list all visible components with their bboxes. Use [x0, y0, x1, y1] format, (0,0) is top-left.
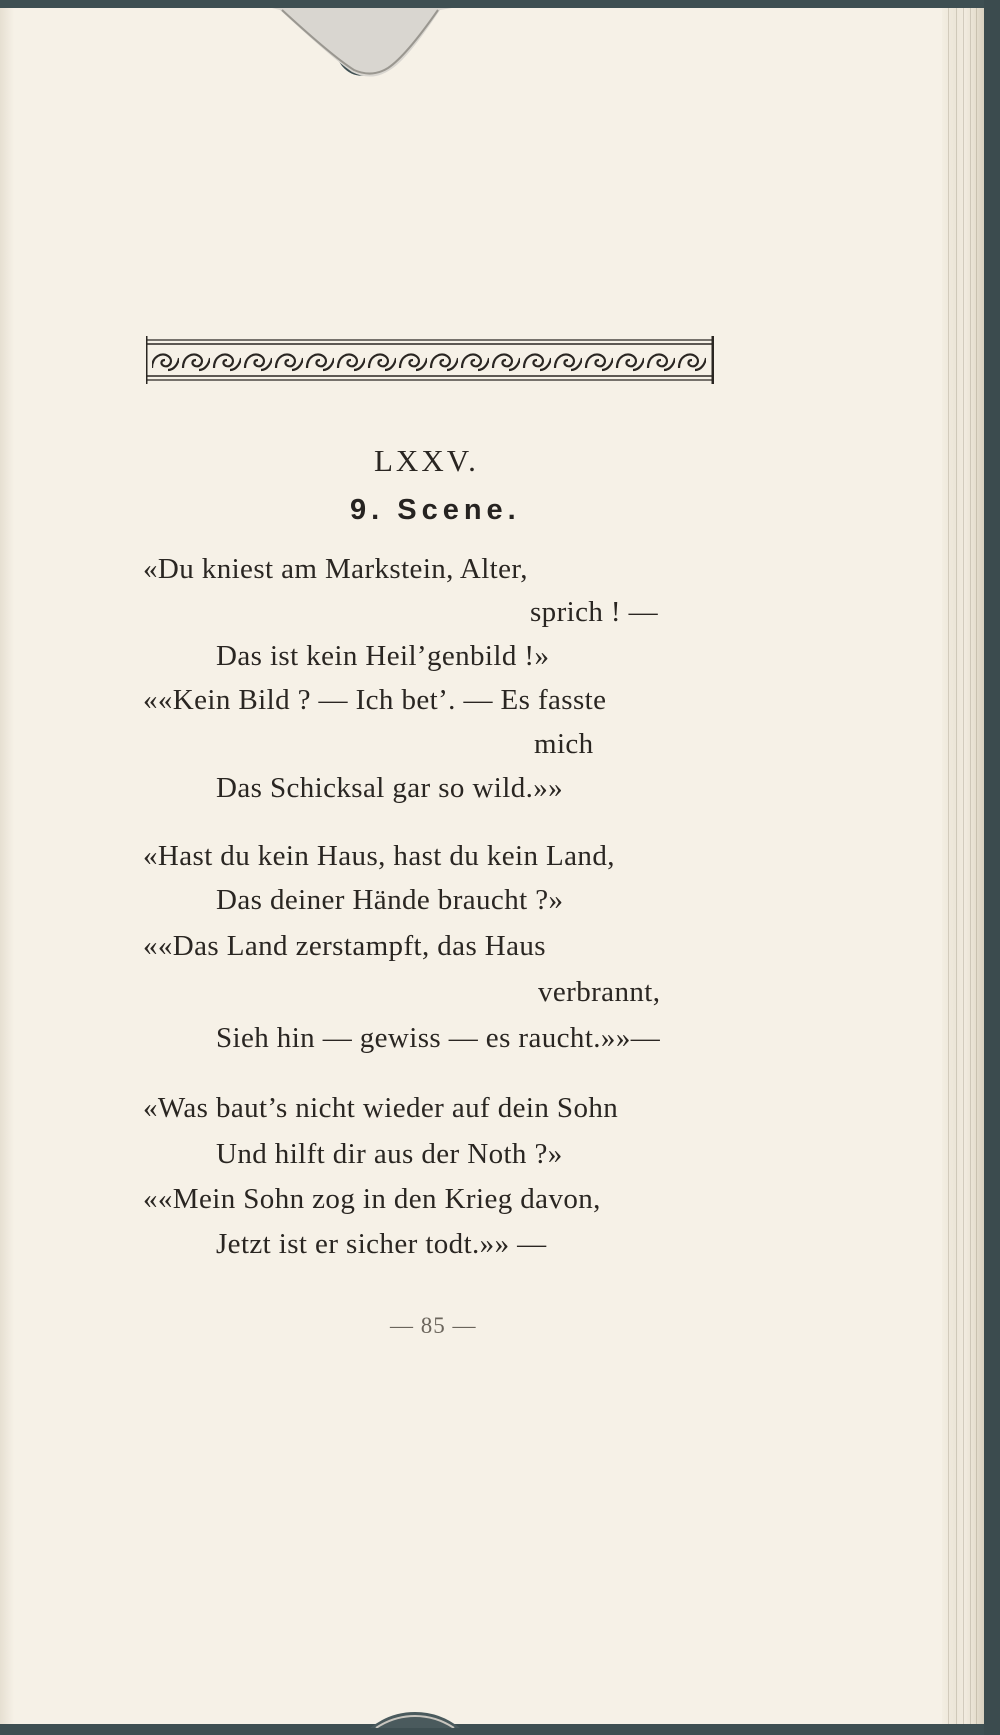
chapter-numeral: LXXV. [374, 443, 479, 478]
verse-line: «Hast du kein Haus, hast du kein Land, [143, 840, 615, 872]
verse-line: ««Kein Bild ? — Ich bet’. — Es fasste [143, 684, 607, 716]
page-stack-edge [942, 8, 984, 1724]
scene-title: 9. Scene. [350, 494, 521, 526]
ornamental-border [146, 336, 714, 384]
verse-line: «Was baut’s nicht wieder auf dein Sohn [143, 1092, 619, 1124]
verse-line: sprich ! — [530, 596, 659, 628]
spine-shadow [0, 8, 14, 1724]
verse-line: verbrannt, [538, 976, 661, 1008]
verse-line: Das deiner Hände braucht ?» [216, 884, 564, 916]
page-clip-icon [272, 0, 452, 80]
verse-line: Das Schicksal gar so wild.»» [216, 772, 564, 804]
verse-line: Das ist kein Heil’genbild !» [216, 640, 550, 672]
page-clip-bottom-icon [370, 1712, 460, 1728]
verse-line: Und hilft dir aus der Noth ?» [216, 1138, 563, 1170]
verse-line: mich [534, 728, 594, 760]
verse-line: ««Das Land zerstampft, das Haus [143, 930, 546, 962]
verse-line: «Du kniest am Markstein, Alter, [143, 553, 528, 585]
book-edge-top [0, 0, 1000, 8]
book-edge-bottom [0, 1724, 1000, 1735]
verse-line: Jetzt ist er sicher todt.»» — [216, 1228, 547, 1260]
page-number: — 85 — [390, 1313, 477, 1338]
verse-line: Sieh hin — gewiss — es raucht.»»— [216, 1022, 661, 1054]
book-edge-right [984, 0, 1000, 1735]
verse-line: ««Mein Sohn zog in den Krieg davon, [143, 1183, 601, 1215]
